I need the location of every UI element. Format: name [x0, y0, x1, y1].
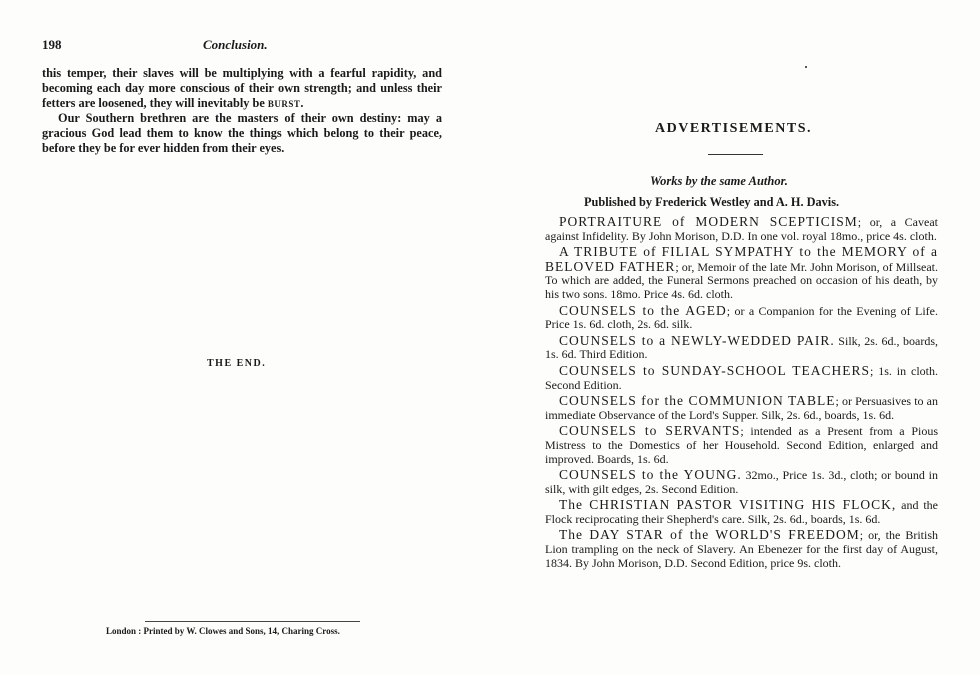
ad-entry	[545, 334, 938, 362]
body-text	[42, 66, 442, 156]
ad-entry	[545, 304, 938, 332]
ad-title: COUNSELS to SUNDAY-SCHOOL TEACHERS	[559, 362, 871, 378]
ad-entry	[545, 245, 938, 301]
printer-imprint: London : Printed by W. Clowes and Sons, 14, Charing Cross.	[106, 626, 340, 636]
ad-title: COUNSELS for the COMMUNION TABLE	[559, 393, 836, 409]
running-head: Conclusion.	[203, 37, 268, 52]
ad-entry	[545, 528, 938, 570]
ad-details: ; intended as a Present from a Pious Mistress to the Domestics of her Household. Second Edition, enlarged and improved. Boards, 1s. 6d.	[545, 424, 938, 466]
ad-title: PORTRAITURE of MODERN SCEPTICISM	[559, 214, 858, 229]
paragraph-2: Our Southern brethren are the masters of their own destiny: may a gracious God lead them to know the things which belong to their peace, before they be for ever hidden from their eyes.	[42, 111, 442, 155]
publisher-line: Published by Frederick Westley and A. H. Davis.	[584, 195, 840, 209]
ad-details: and the Flock reciprocating their Shepherd's care. Silk, 2s. 6d., boards, 1s. 6d.	[545, 498, 938, 526]
ad-title: The CHRISTIAN PASTOR VISITING HIS FLOCK,	[559, 497, 897, 513]
ad-title: COUNSELS to the YOUNG.	[559, 467, 742, 483]
ad-title: COUNSELS to the AGED	[559, 302, 727, 318]
works-heading: Works by the same Author.	[650, 174, 788, 188]
heading-rule	[708, 154, 763, 155]
paragraph-1-text: this temper, their slaves will be multiplying with a fearful rapidity, and becoming each day more conscious of their own strength; and unless their fetters are loosened, they will inevitably be	[42, 66, 442, 110]
ad-entry	[545, 215, 938, 243]
right-page	[490, 0, 980, 675]
ad-entry	[545, 424, 938, 466]
ad-title: The DAY STAR of the WORLD'S FREEDOM	[559, 527, 860, 543]
ad-details: ; or, a Caveat against Infidelity. By John Morison, D.D. In one vol. royal 18mo., price 4s. cloth.	[545, 215, 938, 243]
ad-entry	[545, 468, 938, 496]
ad-details: ; or Persuasives to an immediate Observance of the Lord's Supper. Silk, 2s. 6d., boards, 1s. 6d.	[545, 394, 938, 422]
ad-details: ; 1s. in cloth. Second Edition.	[545, 363, 938, 392]
ad-entry	[545, 364, 938, 392]
ad-title: COUNSELS to SERVANTS	[559, 423, 741, 439]
ad-title: A TRIBUTE of FILIAL SYMPATHY to the MEMORY of a BELOVED FATHER	[545, 244, 938, 274]
ad-details: ; or a Companion for the Evening of Life. Price 1s. 6d. cloth, 2s. 6d. silk.	[545, 303, 938, 332]
paper-speck	[805, 66, 807, 68]
advertisements-heading: ADVERTISEMENTS.	[655, 121, 812, 136]
footer-rule	[145, 621, 360, 622]
advertisement-list	[545, 215, 938, 572]
paragraph-1	[42, 66, 442, 111]
ad-details: 32mo., Price 1s. 3d., cloth; or bound in silk, with gilt edges, 2s. Second Edition.	[545, 468, 938, 496]
ad-title: COUNSELS to a NEWLY-WEDDED PAIR.	[559, 332, 835, 348]
page-number: 198	[42, 37, 62, 52]
the-end: THE END.	[207, 358, 267, 369]
paragraph-1-emphasis: burst.	[267, 96, 304, 110]
ad-entry	[545, 498, 938, 526]
ad-details: ; or, the British Lion trampling on the neck of Slavery. An Ebenezer for the first day of August, 1834. By John Morison, D.D. Second Edition, price 9s. cloth.	[545, 528, 938, 570]
ad-details: ; or, Memoir of the late Mr. John Morison, of Millseat. To which are added, the Funeral Sermons preached on occasion of his death, by his two sons. 18mo. Price 4s. 6d. cloth.	[545, 259, 939, 301]
ad-details: Silk, 2s. 6d., boards, 1s. 6d. Third Edition.	[545, 333, 938, 362]
ad-entry	[545, 394, 938, 422]
